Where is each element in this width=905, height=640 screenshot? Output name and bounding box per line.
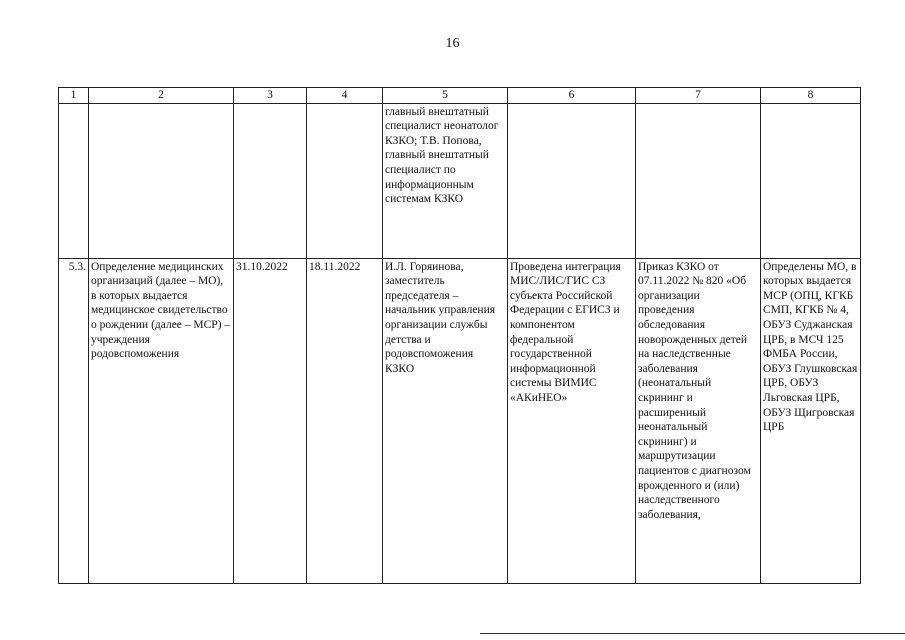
- header-col-6: 6: [508, 88, 636, 104]
- header-col-2: 2: [89, 88, 234, 104]
- cell-start-date: 31.10.2022: [234, 258, 307, 583]
- plan-table: [58, 87, 861, 584]
- cell-empty: [234, 103, 307, 258]
- cell-task: Определение медицинских организаций (далее – МО), в которых выдается медицинское свидетельство о рождении (далее – МСР) –учреждения родовспоможения: [89, 258, 234, 583]
- header-col-8: 8: [761, 88, 861, 104]
- cell-empty: [636, 103, 761, 258]
- header-col-1: 1: [59, 88, 89, 104]
- cell-empty: [307, 103, 383, 258]
- cell-item-number: 5.3.: [59, 258, 89, 583]
- cell-end-date: 18.11.2022: [307, 258, 383, 583]
- cell-empty: [89, 103, 234, 258]
- cell-empty: [59, 103, 89, 258]
- cell-document: Приказ КЗКО от 07.11.2022 № 820 «Об организации проведения обследования новорожденных детей на наследственные заболевания (неонатальный скрининг и расширенный неонатальный скрининг) и маршрутизации пациентов с диагнозом врожденного и (или) наследственного заболевания,: [636, 258, 761, 583]
- cell-responsible-continued: главный внештатный специалист неонатолог КЗКО; Т.В. Попова, главный внештатный специалист по информационным системам КЗКО: [383, 103, 508, 258]
- table-row-5-3: [59, 258, 861, 583]
- cell-outcome: Определены МО, в которых выдается МСР (ОПЦ, КГКБ СМП, КГКБ № 4, ОБУЗ Суджанская ЦРБ, в МСЧ 125 ФМБА России, ОБУЗ Глушковская ЦРБ, ОБУЗ Льговская ЦРБ, ОБУЗ Щигровская ЦРБ: [761, 258, 861, 583]
- page-number: 16: [445, 36, 460, 51]
- cell-result: Проведена интеграция МИС/ЛИС/ГИС СЗ субъекта Российской Федерации с ЕГИСЗ и компонентом федеральной государственной информационной системы ВИМИС «АКиНЕО»: [508, 258, 636, 583]
- cell-empty: [761, 103, 861, 258]
- header-col-3: 3: [234, 88, 307, 104]
- bottom-divider: [480, 633, 905, 634]
- header-col-7: 7: [636, 88, 761, 104]
- cell-responsible: И.Л. Горяинова, заместитель председателя – начальник управления организации службы детства и родовспоможения КЗКО: [383, 258, 508, 583]
- header-col-4: 4: [307, 88, 383, 104]
- header-row: [59, 88, 861, 104]
- table-row-continuation: [59, 103, 861, 258]
- header-col-5: 5: [383, 88, 508, 104]
- cell-empty: [508, 103, 636, 258]
